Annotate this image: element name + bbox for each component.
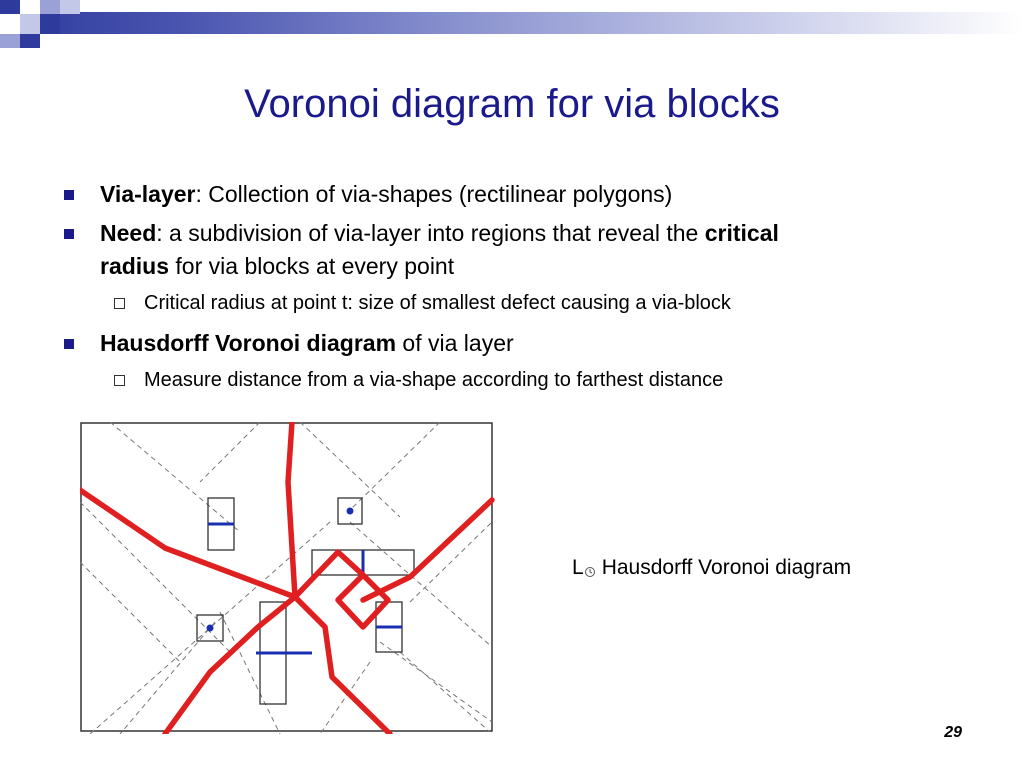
bullet-hausdorff: Hausdorff Voronoi diagram of via layer — [62, 327, 962, 360]
bullet-via-layer: Via-layer: Collection of via-shapes (rectilinear polygons) — [62, 178, 962, 211]
slide-title: Voronoi diagram for via blocks — [244, 82, 780, 126]
sub-bullet-measure-distance: Measure distance from a via-shape according to farthest distance — [62, 366, 962, 394]
figure-caption — [572, 556, 851, 580]
hollow-square-bullet-icon — [114, 298, 125, 309]
page-number: 29 — [944, 724, 962, 741]
caption-text: Hausdorff Voronoi diagram — [601, 556, 852, 579]
via-point — [207, 625, 214, 632]
bullet-list — [62, 178, 962, 404]
square-bullet-icon — [64, 339, 74, 349]
square-bullet-icon — [64, 229, 74, 239]
bullet-need: Need: a subdivision of via-layer into regions that reveal the critical radius for via blocks at every point — [62, 217, 962, 283]
via-shapes — [197, 498, 414, 704]
caption-letter: L — [572, 556, 584, 579]
hollow-square-bullet-icon — [114, 375, 125, 386]
header-band — [0, 12, 1024, 34]
corner-decoration — [0, 0, 80, 60]
via-point — [347, 508, 354, 515]
clock-icon — [584, 566, 596, 578]
voronoi-figure — [80, 422, 500, 734]
square-bullet-icon — [64, 190, 74, 200]
sub-bullet-critical-radius: Critical radius at point t: size of smallest defect causing a via-block — [62, 289, 962, 317]
